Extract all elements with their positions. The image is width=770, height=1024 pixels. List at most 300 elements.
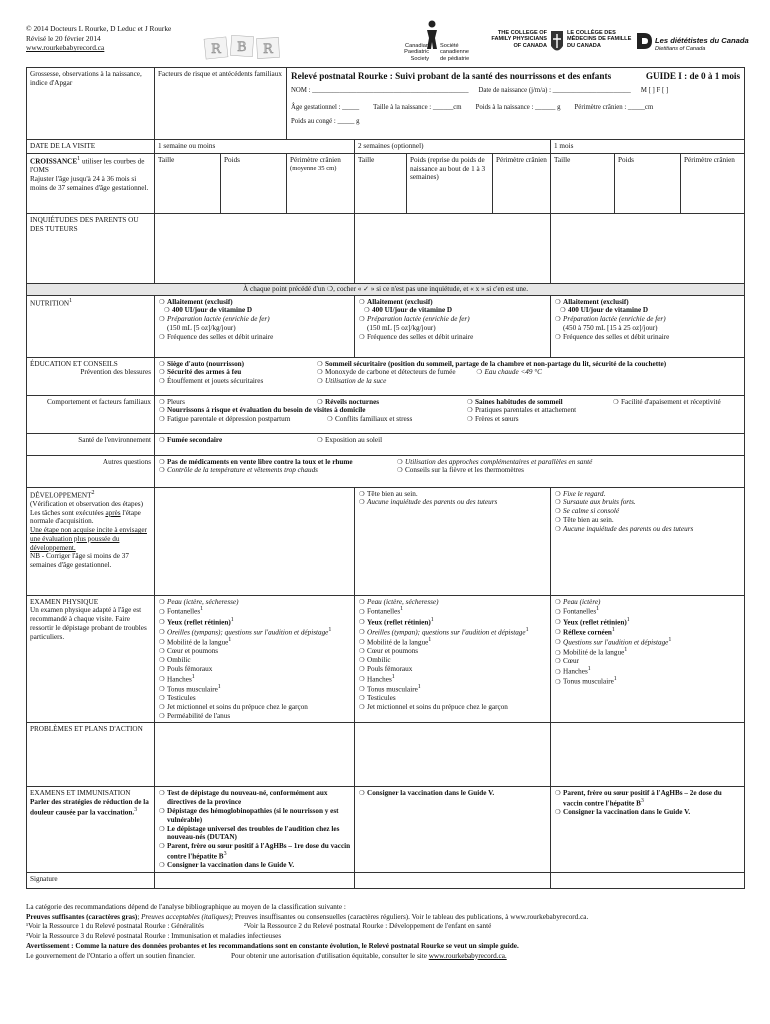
checkbox-icon[interactable]: ❍ xyxy=(467,415,473,424)
checkbox-icon[interactable]: ❍ xyxy=(359,597,365,606)
safety-item-co[interactable]: ❍ Monoxyde de carbone et détecteurs de fumée xyxy=(317,368,456,377)
exam-c2-item-2[interactable]: ❍ Fontanelles$^1$ xyxy=(359,606,404,616)
concerns-row xyxy=(27,213,745,283)
website-link[interactable]: www.rourkebabyrecord.ca xyxy=(26,43,105,53)
dev-c2-item-1[interactable]: ❍ Tête bien au sein. xyxy=(359,489,418,498)
development-text-2: Les tâches sont exécutées après l'étape normale d'acquisition. xyxy=(30,508,141,526)
birth-weight-field[interactable]: Poids à la naissance : ______ g xyxy=(475,103,561,111)
exam-c1 xyxy=(155,595,355,723)
exam-c2-item-10[interactable]: ❍ Tonus musculaire$^1$ xyxy=(359,683,421,694)
visit-label: DATE DE LA VISITE xyxy=(27,140,155,154)
growth-c2-perim[interactable] xyxy=(493,153,551,213)
cfpc-logo xyxy=(485,30,635,70)
growth-c1-poids[interactable] xyxy=(221,153,287,213)
birth-length-field[interactable]: Taille à la naissance : ______cm xyxy=(373,103,462,111)
behaviour-items xyxy=(155,395,745,433)
checkbox-icon[interactable]: ❍ xyxy=(555,297,561,306)
safety-item-choking[interactable]: ❍ Étouffement et jouets sécuritaires xyxy=(159,377,264,386)
footer-line-1: La catégorie des recommandations dépend de l'analyse bibliographique au moyen de la classification suivante : xyxy=(26,903,346,911)
footer-line-3: ¹Voir la Ressource 1 du Relevé postnatal Rourke : Généralités ²Voir la Ressource 2 du Relevé postnatal Rourke : Développement de l'enfant en santé xyxy=(26,922,492,931)
immun-c2-item-1[interactable]: ❍ Consigner la vaccination dans le Guide V. xyxy=(359,789,495,798)
checkbox-icon[interactable]: ❍ xyxy=(359,694,365,703)
growth-c1-perim[interactable] xyxy=(287,153,355,213)
problems-row xyxy=(27,723,745,787)
development-c1[interactable] xyxy=(155,487,355,595)
checkbox-icon[interactable]: ❍ xyxy=(555,617,561,626)
exam-label: EXAMEN PHYSIQUE xyxy=(30,597,99,606)
discharge-weight-field[interactable]: Poids au congé : _____ g xyxy=(291,117,360,125)
checkbox-icon[interactable]: ❍ xyxy=(159,415,165,424)
immunization-sup: 3 xyxy=(134,807,138,814)
checkbox-icon[interactable]: ❍ xyxy=(159,315,165,324)
instruction-text: À chaque point précédé d'un ❍, cocher « ✓ » si ce n'est pas une inquiétude, et « x » si c'en est une. xyxy=(27,283,745,295)
immun-c3-item-2[interactable]: ❍ Consigner la vaccination dans le Guide V. xyxy=(555,808,691,817)
checkbox-icon[interactable]: ❍ xyxy=(555,667,561,676)
dc-mark-icon xyxy=(635,32,653,50)
other-item-temperature[interactable]: ❍ Contrôle de la température et vêtements trop chauds xyxy=(159,466,318,475)
exam-c3-item-2[interactable]: ❍ Fontanelles$^1$ xyxy=(555,606,600,616)
concerns-c2[interactable] xyxy=(355,213,551,283)
exam-c3-item-1[interactable]: ❍ Peau (ictère) xyxy=(555,597,601,606)
checkbox-icon[interactable]: ❍ xyxy=(555,808,561,817)
checkbox-icon[interactable]: ❍ xyxy=(159,638,165,647)
exam-c1-item-12[interactable]: ❍ Jet mictionnel et soins du prépuce chez le garçon xyxy=(159,702,308,711)
safety-row xyxy=(27,357,745,395)
dob-field[interactable]: Date de naissance (j/m/a) : _______________________ xyxy=(478,87,631,95)
concerns-label: INQUIÉTUDES DES PARENTS OU DES TUTEURS xyxy=(27,213,155,283)
exam-c3-item-7[interactable]: ❍ Cœur xyxy=(555,657,579,666)
exam-c3-item-8[interactable]: ❍ Hanches$^1$ xyxy=(555,666,591,676)
growth-c1-perim-label: Périmètre crânien xyxy=(290,155,341,164)
footer-website-link[interactable]: www.rourkebabyrecord.ca. xyxy=(428,951,507,960)
checkbox-icon[interactable]: ❍ xyxy=(159,861,165,870)
checkbox-icon[interactable]: ❍ xyxy=(555,597,561,606)
checkbox-icon[interactable]: ❍ xyxy=(159,617,165,626)
checkbox-icon[interactable]: ❍ xyxy=(159,711,165,720)
rbr-letter-1: R xyxy=(211,42,221,57)
checkbox-icon[interactable]: ❍ xyxy=(397,466,403,475)
checkbox-icon[interactable]: ❍ xyxy=(159,397,165,406)
pregnancy-label: Grossesse, observations à la naissance, indice d'Apgar xyxy=(30,70,142,87)
growth-c2-taille-label: Taille xyxy=(358,155,375,164)
checkbox-icon[interactable]: ❍ xyxy=(159,466,165,475)
cps-fr-3: de pédiatrie xyxy=(440,55,470,62)
immunization-text: Parler des stratégies de réduction de la douleur causée par la vaccination. xyxy=(30,798,149,817)
problems-label: PROBLÈMES ET PLANS D'ACTION xyxy=(27,723,155,787)
footer-line-6: Le gouvernement de l'Ontario a offert un soutien financier. Pour obtenir une autorisation d'utilisation équitable, consulter le site www.rourkebabyrecord.ca. xyxy=(26,951,507,960)
nutrition-c2-item-4[interactable]: ❍ Fréquence des selles et débit urinaire xyxy=(359,332,474,341)
dev-c3-item-5[interactable]: ❍ Aucune inquiétude des parents ou des tuteurs xyxy=(555,524,694,533)
immun-c1-item-2[interactable]: ❍ Dépistage des hémoglobinopathies (si le nourrisson y est vulnérable) xyxy=(159,807,339,824)
nutrition-c3-item-4[interactable]: ❍ Fréquence des selles et débit urinaire xyxy=(555,332,670,341)
checkbox-icon[interactable]: ❍ xyxy=(555,332,561,341)
checkbox-icon[interactable]: ❍ xyxy=(159,685,165,694)
visit-col3[interactable]: 1 mois xyxy=(551,140,745,154)
checkbox-icon[interactable]: ❍ xyxy=(159,597,165,606)
nutrition-sup: 1 xyxy=(69,297,73,304)
immunization-c1 xyxy=(155,787,355,873)
dev-c3-item-1[interactable]: ❍ Fixe le regard. xyxy=(555,489,606,498)
checkbox-icon[interactable]: ❍ xyxy=(159,664,165,673)
behav-item-siblings[interactable]: ❍ Frères et sœurs xyxy=(467,415,519,424)
nutrition-c3 xyxy=(551,295,745,357)
cfpc-fr-3: DU CANADA xyxy=(567,42,601,49)
growth-c3-taille-label: Taille xyxy=(554,155,571,164)
checkbox-icon[interactable]: ❍ xyxy=(467,397,473,406)
nutrition-c1-item-4[interactable]: ❍ Fréquence des selles et débit urinaire xyxy=(159,332,274,341)
checkbox-icon[interactable]: ❍ xyxy=(555,648,561,657)
problems-c3[interactable] xyxy=(551,723,745,787)
growth-c2-poids[interactable] xyxy=(407,153,493,213)
exam-c1-item-4[interactable]: ❍ Oreilles (tympans); questions sur l'audition et dépistage$^1$ xyxy=(159,626,332,637)
growth-c1-taille[interactable] xyxy=(155,153,221,213)
growth-row xyxy=(27,153,745,213)
growth-c3-perim-label: Périmètre crânien xyxy=(684,155,735,164)
growth-label-cell xyxy=(27,153,155,213)
development-label: DÉVELOPPEMENT xyxy=(30,490,92,499)
cps-fr-1: Société xyxy=(440,43,459,49)
exam-c2-item-4[interactable]: ❍ Oreilles (tympan); questions sur l'audition et dépistage$^1$ xyxy=(359,626,529,637)
rbr-letter-2: B xyxy=(237,40,247,55)
education-label: ÉDUCATION ET CONSEILS xyxy=(30,359,118,368)
checkbox-icon[interactable]: ❍ xyxy=(555,638,561,647)
checkbox-icon[interactable]: ❍ xyxy=(555,677,561,686)
nutrition-c1-item-3[interactable]: ❍ Préparation lactée (enrichie de fer) xyxy=(159,315,270,324)
behav-item-parenting[interactable]: ❍ Pratiques parentales et attachement xyxy=(467,406,577,415)
behav-item-soothability[interactable]: ❍ Facilité d'apaisement et réceptivité xyxy=(613,397,721,406)
checkbox-icon[interactable]: ❍ xyxy=(159,842,165,851)
checkbox-icon[interactable]: ❍ xyxy=(159,807,165,816)
name-dob-row xyxy=(291,87,740,95)
checkbox-icon[interactable]: ❍ xyxy=(317,377,323,386)
checkbox-icon[interactable]: ❍ xyxy=(159,675,165,684)
checkbox-icon[interactable]: ❍ xyxy=(359,656,365,664)
exam-c1-item-5[interactable]: ❍ Mobilité de la langue$^1$ xyxy=(159,636,232,647)
checkbox-icon[interactable]: ❍ xyxy=(159,647,165,656)
behaviour-label: Comportement et facteurs familiaux xyxy=(27,395,155,433)
checkbox-icon[interactable]: ❍ xyxy=(159,377,165,386)
exam-c1-item-8[interactable]: ❍ Pouls fémoraux xyxy=(159,664,213,673)
behav-item-fatigue[interactable]: ❍ Fatigue parentale et dépression postpartum xyxy=(159,415,291,424)
immunization-row xyxy=(27,787,745,873)
checkbox-icon[interactable]: ❍ xyxy=(364,306,370,315)
checkbox-icon[interactable]: ❍ xyxy=(359,789,365,798)
exam-c1-item-10[interactable]: ❍ Tonus musculaire$^1$ xyxy=(159,683,221,694)
growth-perim-note: (moyenne 35 cm) xyxy=(290,164,337,172)
nutrition-label-cell xyxy=(27,295,155,357)
checkbox-icon[interactable]: ❍ xyxy=(555,507,561,516)
checkbox-icon[interactable]: ❍ xyxy=(359,628,365,637)
checkbox-icon[interactable]: ❍ xyxy=(317,435,323,444)
env-item-smoke[interactable]: ❍ Fumée secondaire xyxy=(159,435,223,444)
nutrition-c3-item-3[interactable]: ❍ Préparation lactée (enrichie de fer) xyxy=(555,315,666,324)
safety-items xyxy=(155,357,745,395)
immun-c1-item-5[interactable]: ❍ Consigner la vaccination dans le Guide V. xyxy=(159,861,295,870)
signature-row xyxy=(27,873,745,889)
dev-c3-item-3[interactable]: ❍ Se calme si consolé xyxy=(555,507,620,516)
nutrition-c1-item-1[interactable]: ❍ Allaitement (exclusif) xyxy=(159,297,233,306)
signature-label: Signature xyxy=(27,873,155,889)
exam-c2-item-6[interactable]: ❍ Cœur et poumons xyxy=(359,647,419,656)
checkbox-icon[interactable]: ❍ xyxy=(159,656,165,664)
development-text-1: (Vérification et observation des étapes) xyxy=(30,499,143,508)
checkbox-icon[interactable]: ❍ xyxy=(317,397,323,406)
checkbox-icon[interactable]: ❍ xyxy=(359,647,365,656)
exam-c1-item-7[interactable]: ❍ Ombilic xyxy=(159,656,191,664)
footer xyxy=(26,903,744,961)
checkbox-icon[interactable]: ❍ xyxy=(359,607,365,616)
footer-line-2: Preuves suffisantes (caractères gras); Preuves acceptables (italiques); Preuves insuffisantes ou consensuelles (caractères réguliers). Voir le tableau des publications, à www.rourkebabyrecord.ca. xyxy=(26,912,589,921)
checkbox-icon[interactable]: ❍ xyxy=(359,685,365,694)
nutrition-c2-item-1[interactable]: ❍ Allaitement (exclusif) xyxy=(359,297,433,306)
cps-en-1: Canadian xyxy=(405,43,429,49)
checkbox-icon[interactable]: ❍ xyxy=(397,457,403,466)
visit-col2[interactable]: 2 semaines (optionnel) xyxy=(355,140,551,154)
dc-logo xyxy=(635,30,755,70)
nutrition-c2-item-3[interactable]: ❍ Préparation lactée (enrichie de fer) xyxy=(359,315,470,324)
checkbox-icon[interactable]: ❍ xyxy=(159,607,165,616)
copyright: © 2014 Docteurs L Rourke, D Leduc et J Rourke xyxy=(26,24,172,33)
record-table xyxy=(26,67,745,889)
safety-item-pacifier[interactable]: ❍ Utilisation de la suce xyxy=(317,377,387,386)
safety-item-firearms[interactable]: ❍ Sécurité des armes à feu xyxy=(159,368,242,377)
checkbox-icon[interactable]: ❍ xyxy=(467,406,473,415)
concerns-c1[interactable] xyxy=(155,213,355,283)
growth-c3-perim[interactable] xyxy=(681,153,745,213)
checkbox-icon[interactable]: ❍ xyxy=(159,824,165,833)
growth-c1-taille-label: Taille xyxy=(158,155,175,164)
immun-c1-item-3[interactable]: ❍ Le dépistage universel des troubles de l'audition chez les nouveau-nés (DUTAN) xyxy=(159,824,340,842)
behav-item-conflict[interactable]: ❍ Conflits familiaux et stress xyxy=(327,415,413,424)
checkbox-icon[interactable]: ❍ xyxy=(613,397,619,406)
nutrition-c3-item-3b: (450 à 750 mL [15 à 25 oz]/jour) xyxy=(563,324,658,332)
exam-c1-item-2[interactable]: ❍ Fontanelles$^1$ xyxy=(159,606,204,616)
behaviour-row xyxy=(27,395,745,433)
checkbox-icon[interactable]: ❍ xyxy=(159,789,165,798)
nutrition-c3-item-2[interactable]: ❍ 400 UI/jour de vitamine D xyxy=(560,306,649,315)
development-text-4: NB - Corriger l'âge si moins de 37 semaines d'âge gestationnel. xyxy=(30,552,129,570)
nutrition-c2-item-2[interactable]: ❍ 400 UI/jour de vitamine D xyxy=(364,306,453,315)
dev-c3-item-2[interactable]: ❍ Sursaute aux bruits forts. xyxy=(555,498,636,507)
exam-c1-item-3[interactable]: ❍ Yeux (reflet rétinien)$^1$ xyxy=(159,616,234,626)
exam-c2-item-8[interactable]: ❍ Pouls fémoraux xyxy=(359,664,413,673)
dc-en-name: Dietitians of Canada xyxy=(655,46,706,52)
checkbox-icon[interactable]: ❍ xyxy=(359,498,365,507)
environment-items xyxy=(155,433,745,455)
development-sup: 2 xyxy=(91,489,95,496)
exam-c3-item-3[interactable]: ❍ Yeux (reflet rétinien)$^1$ xyxy=(555,616,630,626)
exam-c2-item-7[interactable]: ❍ Ombilic xyxy=(359,656,391,664)
checkbox-icon[interactable]: ❍ xyxy=(359,638,365,647)
checkbox-icon[interactable]: ❍ xyxy=(476,368,483,377)
environment-row xyxy=(27,433,745,455)
visit-col1[interactable]: 1 semaine ou moins xyxy=(155,140,355,154)
rbr-letter-3: R xyxy=(263,42,273,57)
exam-c3-item-6[interactable]: ❍ Mobilité de la langue$^1$ xyxy=(555,647,628,657)
cps-en-3: Society xyxy=(410,55,429,62)
signature-c3[interactable] xyxy=(551,873,745,889)
checkbox-icon[interactable]: ❍ xyxy=(555,628,561,637)
nutrition-c1 xyxy=(155,295,355,357)
checkbox-icon[interactable]: ❍ xyxy=(555,524,561,533)
checkbox-icon[interactable]: ❍ xyxy=(555,498,561,507)
immunization-c3 xyxy=(551,787,745,873)
cfpc-en-1: THE COLLEGE OF xyxy=(497,30,547,36)
checkbox-icon[interactable]: ❍ xyxy=(159,332,165,341)
checkbox-icon[interactable]: ❍ xyxy=(560,306,566,315)
signature-c2[interactable] xyxy=(355,873,551,889)
checkbox-icon[interactable]: ❍ xyxy=(555,315,561,324)
checkbox-icon[interactable]: ❍ xyxy=(359,617,365,626)
immunization-c2 xyxy=(355,787,551,873)
env-item-sun[interactable]: ❍ Exposition au soleil xyxy=(317,435,383,444)
behav-item-sleep-habits[interactable]: ❍ Saines habitudes de sommeil xyxy=(467,397,563,406)
exam-c3-item-4[interactable]: ❍ Réflexe cornéen$^1$ xyxy=(555,626,615,637)
exam-row xyxy=(27,595,745,723)
checkbox-icon[interactable]: ❍ xyxy=(359,315,365,324)
development-c2 xyxy=(355,487,551,595)
cps-fr-2: canadienne xyxy=(440,49,469,56)
problems-c1[interactable] xyxy=(155,723,355,787)
checkbox-icon[interactable]: ❍ xyxy=(159,628,165,637)
checkbox-icon[interactable]: ❍ xyxy=(159,694,165,703)
development-label-cell xyxy=(27,487,155,595)
checkbox-icon[interactable]: ❍ xyxy=(159,359,165,368)
safety-item-hot-water[interactable]: ❍ Eau chaude <49 °C xyxy=(476,368,542,377)
growth-label: CROISSANCE xyxy=(30,157,78,166)
growth-c2-poids-label: Poids (reprise du poids de naissance au bout de 1 à 3 semaines) xyxy=(410,155,486,182)
dc-fr-name: Les diététistes du Canada xyxy=(655,36,749,45)
growth-label-rest: utiliser les courbes de l'OMS xyxy=(30,157,145,174)
exam-c2-item-11[interactable]: ❍ Testicules xyxy=(359,694,396,703)
checkbox-icon[interactable]: ❍ xyxy=(555,657,561,666)
checkbox-icon[interactable]: ❍ xyxy=(159,406,165,415)
immunization-label-cell xyxy=(27,787,155,873)
exam-c1-item-11[interactable]: ❍ Testicules xyxy=(159,694,196,703)
footer-disclaimer: Avertissement : Comme la nature des données probantes et les recommandations sont en constante évolution, le Relevé postnatal Rourke se veut un simple guide. xyxy=(26,941,519,950)
checkbox-icon[interactable]: ❍ xyxy=(159,435,165,444)
nutrition-row xyxy=(27,295,745,357)
cfpc-en-3: OF CANADA xyxy=(513,42,547,49)
development-text-3: Une étape non acquise incite à envisager une évaluation plus poussée du développement. xyxy=(30,526,147,552)
checkbox-icon[interactable]: ❍ xyxy=(164,306,170,315)
immun-c3-item-1[interactable]: ❍ Parent, frère ou sœur positif à l'AgHBs – 2e dose du vaccin contre l'hépatite $B^3$ xyxy=(555,789,722,808)
pregnancy-cell[interactable] xyxy=(27,68,155,140)
nutrition-c3-item-1[interactable]: ❍ Allaitement (exclusif) xyxy=(555,297,629,306)
visit-row xyxy=(27,140,745,154)
identification-row xyxy=(27,68,745,140)
growth-c2-perim-label: Périmètre crânien xyxy=(496,155,547,164)
exam-c2-item-3[interactable]: ❍ Yeux (reflet rétinien)$^1$ xyxy=(359,616,434,626)
checkbox-icon[interactable]: ❍ xyxy=(555,607,561,616)
development-c3 xyxy=(551,487,745,595)
risk-cell[interactable] xyxy=(155,68,287,140)
development-row xyxy=(27,487,745,595)
concerns-c3[interactable] xyxy=(551,213,745,283)
immun-c1-item-4[interactable]: ❍ Parent, frère ou sœur positif à l'AgHBs – 1re dose du vaccin contre l'hépatite $B^3$ xyxy=(159,842,351,861)
checkbox-icon[interactable]: ❍ xyxy=(555,489,561,498)
other-issues-items xyxy=(155,455,745,487)
checkbox-icon[interactable]: ❍ xyxy=(359,675,365,684)
growth-c3-poids-label: Poids xyxy=(618,155,634,164)
exam-c2-item-12[interactable]: ❍ Jet mictionnel et soins du prépuce chez le garçon xyxy=(359,702,508,711)
rbr-logo xyxy=(203,32,283,62)
checkbox-icon[interactable]: ❍ xyxy=(359,489,365,498)
sex-field[interactable]: M [ ] F [ ] xyxy=(640,87,669,95)
safety-item-sleep[interactable]: ❍ Sommeil sécuritaire (position du sommeil, partage de la chambre et non-partage du lit, sécurité de la couchette) xyxy=(317,359,667,368)
environment-label: Santé de l'environnement xyxy=(27,433,155,455)
problems-c2[interactable] xyxy=(355,723,551,787)
head-circ-field[interactable]: Périmètre crânien : _____cm xyxy=(574,103,654,111)
behav-item-home-visits[interactable]: ❍ Nourrissons à risque et évaluation du besoin de visites à domicile xyxy=(159,406,366,415)
other-item-fever[interactable]: ❍ Conseils sur la fièvre et les thermomètres xyxy=(397,466,524,475)
growth-sup: 1 xyxy=(77,155,81,162)
checkbox-icon[interactable]: ❍ xyxy=(555,516,561,524)
checkbox-icon[interactable]: ❍ xyxy=(555,789,561,798)
name-field[interactable]: NOM : ______________________________________________ xyxy=(291,87,469,95)
patient-info-cell xyxy=(287,68,745,140)
growth-c1-poids-label: Poids xyxy=(224,155,240,164)
checkbox-icon[interactable]: ❍ xyxy=(159,297,165,306)
signature-c1[interactable] xyxy=(155,873,355,889)
other-issues-label: Autres questions xyxy=(27,455,155,487)
exam-label-cell xyxy=(27,595,155,723)
checkbox-icon[interactable]: ❍ xyxy=(159,368,165,377)
cfpc-crest-icon xyxy=(550,30,564,56)
exam-c1-item-6[interactable]: ❍ Cœur et poumons xyxy=(159,647,219,656)
nutrition-c1-item-2[interactable]: ❍ 400 UI/jour de vitamine D xyxy=(164,306,253,315)
immunization-label: EXAMENS ET IMMUNISATION xyxy=(30,789,131,798)
checkbox-icon[interactable]: ❍ xyxy=(317,368,323,377)
exam-c2-item-1[interactable]: ❍ Peau (ictère, sécheresse) xyxy=(359,597,439,606)
cfpc-fr-2: MÉDECINS DE FAMILLE xyxy=(567,36,632,43)
exam-c3-item-9[interactable]: ❍ Tonus musculaire$^1$ xyxy=(555,676,617,686)
immun-c1-item-1[interactable]: ❍ Test de dépistage du nouveau-né, conformément aux directives de la province xyxy=(159,789,328,807)
cfpc-fr-1: LE COLLÈGE DES xyxy=(567,30,616,36)
exam-c1-item-13[interactable]: ❍ Perméabilité de l'anus xyxy=(159,711,231,720)
checkbox-icon[interactable]: ❍ xyxy=(159,702,165,711)
exam-c2-item-5[interactable]: ❍ Mobilité de la langue$^1$ xyxy=(359,636,432,647)
footer-line-4: ³Voir la Ressource 3 du Relevé postnatal Rourke : Immunisation et maladies infectieuses xyxy=(26,932,282,941)
cfpc-en-2: FAMILY PHYSICIANS xyxy=(491,36,547,43)
risk-label: Facteurs de risque et antécédents familiaux xyxy=(158,70,282,78)
checkbox-icon[interactable]: ❍ xyxy=(359,664,365,673)
growth-c3-taille[interactable] xyxy=(551,153,615,213)
checkbox-icon[interactable]: ❍ xyxy=(317,359,323,368)
checkbox-icon[interactable]: ❍ xyxy=(327,415,333,424)
gestational-age-field[interactable]: Âge gestationnel : _____ xyxy=(291,103,360,111)
guide-label: GUIDE I : de 0 à 1 mois xyxy=(645,71,741,81)
other-item-cam[interactable]: ❍ Utilisation des approches complémentaires et parallèles en santé xyxy=(397,457,593,466)
exam-c2-item-9[interactable]: ❍ Hanches$^1$ xyxy=(359,673,395,684)
exam-c1-item-1[interactable]: ❍ Peau (ictère, sécheresse) xyxy=(159,597,239,606)
checkbox-icon[interactable]: ❍ xyxy=(359,332,365,341)
behav-item-crying[interactable]: ❍ Pleurs xyxy=(159,397,185,406)
growth-c2-taille[interactable] xyxy=(355,153,407,213)
other-item-cough-meds[interactable]: ❍ Pas de médicaments en vente libre contre la toux et le rhume xyxy=(159,457,353,466)
checkbox-icon[interactable]: ❍ xyxy=(359,702,365,711)
growth-c3-poids[interactable] xyxy=(615,153,681,213)
exam-c3-item-5[interactable]: ❍ Questions sur l'audition et dépistage$^1$ xyxy=(555,636,672,647)
dev-c2-item-2[interactable]: ❍ Aucune inquiétude des parents ou des tuteurs xyxy=(359,498,498,507)
checkbox-icon[interactable]: ❍ xyxy=(359,297,365,306)
safety-item-car-seat[interactable]: ❍ Siège d'auto (nourrisson) xyxy=(159,359,245,368)
dev-c3-item-4[interactable]: ❍ Tête bien au sein. xyxy=(555,516,614,524)
behav-item-night-waking[interactable]: ❍ Réveils nocturnes xyxy=(317,397,380,406)
exam-c1-item-9[interactable]: ❍ Hanches$^1$ xyxy=(159,673,195,684)
checkbox-icon[interactable]: ❍ xyxy=(159,457,165,466)
other-issues-row xyxy=(27,455,745,487)
